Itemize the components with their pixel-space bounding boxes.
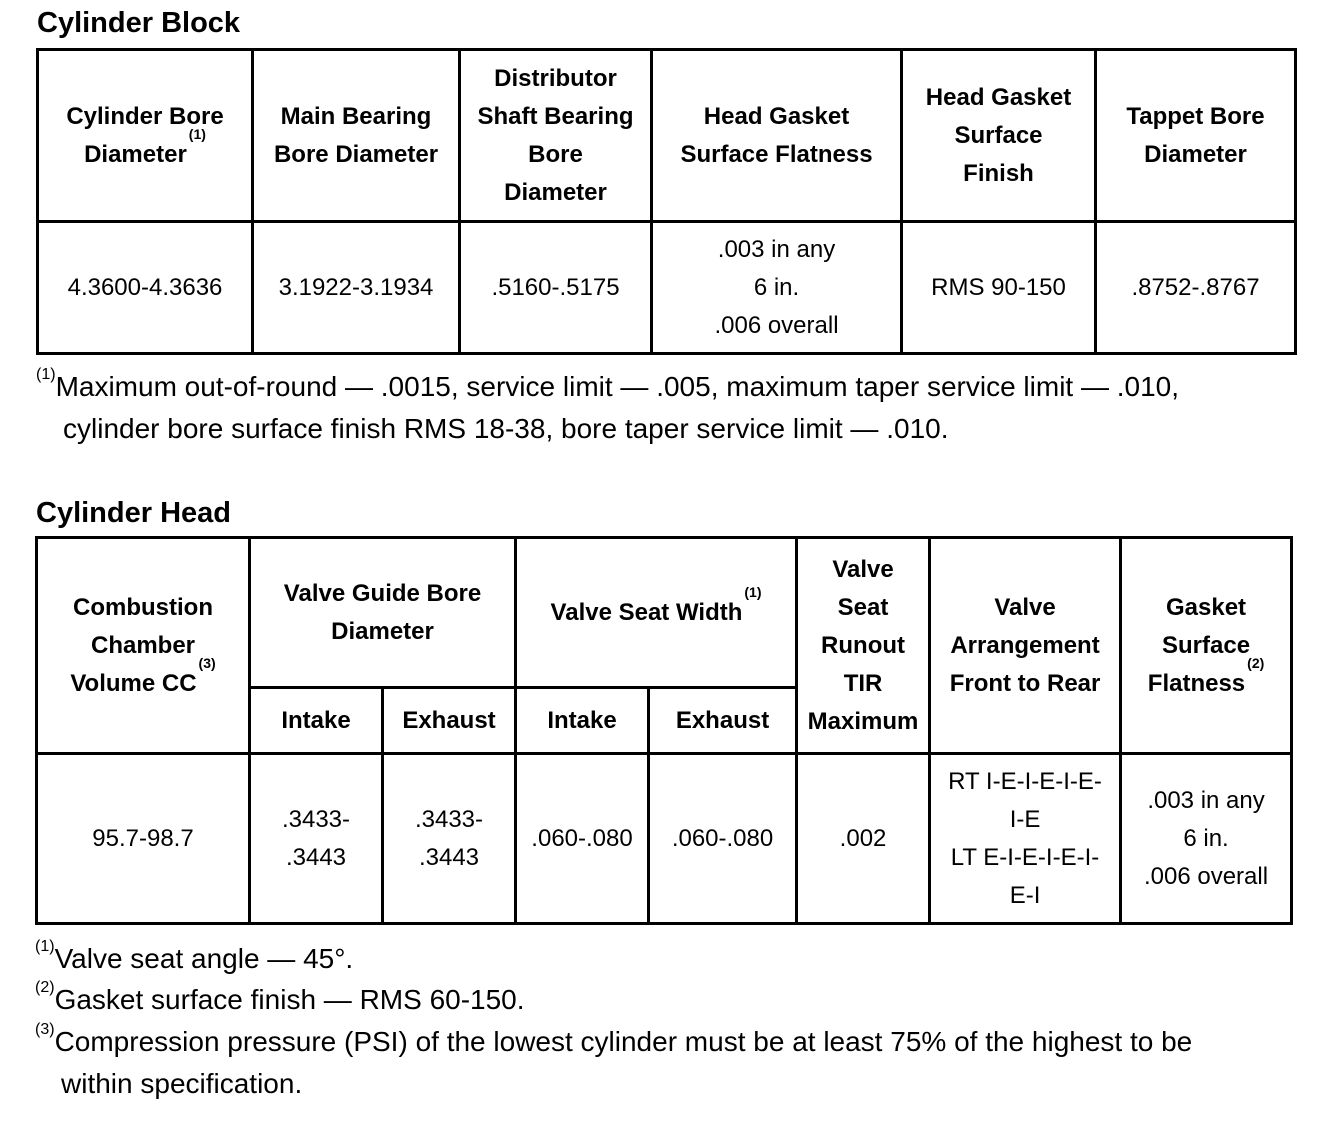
cell-combustion-chamber-volume: 95.7-98.7: [37, 754, 250, 924]
header-distributor-shaft-bearing-bore-diameter: Distributor Shaft Bearing Bore Diameter: [460, 50, 652, 222]
head-footnote-3: $^{(3)}$Compression pressure (PSI) of the lowest cylinder must be at least 75% of the highest to be: [35, 1021, 1193, 1057]
data-row: [37, 754, 1292, 924]
header-valve-guide-bore-diameter: Valve Guide Bore Diameter: [250, 538, 516, 688]
block-footnote-1: $^{(1)}$Maximum out-of-round — .0015, service limit — .005, maximum taper service limit — .010,: [36, 366, 1180, 402]
head-footnote-3-continued: within specification.: [61, 1068, 303, 1099]
cylinder-head-table: [35, 536, 1293, 925]
cell-tappet-bore-diameter: .8752-.8767: [1096, 222, 1296, 354]
header-seat-intake: Intake: [516, 688, 649, 754]
header-seat-exhaust: Exhaust: [649, 688, 797, 754]
header-guide-exhaust: Exhaust: [383, 688, 516, 754]
cylinder-head-title: Cylinder Head: [36, 497, 231, 529]
block-footnote-1-continued: cylinder bore surface finish RMS 18-38, bore taper service limit — .010.: [63, 413, 949, 444]
header-row: [38, 50, 1296, 222]
header-valve-arrangement: Valve Arrangement Front to Rear: [930, 538, 1121, 754]
footnote-ref: (1): [188, 125, 206, 142]
cell-guide-exhaust: .3433- .3443: [383, 754, 516, 924]
cylinder-block-title: Cylinder Block: [37, 7, 241, 39]
cell-cylinder-bore-diameter: 4.3600-4.3636: [38, 222, 253, 354]
header-valve-seat-runout: Valve Seat Runout TIR Maximum: [797, 538, 930, 754]
cell-seat-exhaust: .060-.080: [649, 754, 797, 924]
footnote-ref: (1): [744, 583, 762, 600]
header-head-gasket-surface-finish: Head Gasket Surface Finish: [902, 50, 1096, 222]
cell-distributor-shaft-bore-diameter: .5160-.5175: [460, 222, 652, 354]
header-row-top: [37, 538, 1292, 688]
cylinder-block-table: [36, 48, 1297, 355]
footnote-mark: (1): [36, 366, 56, 383]
header-cylinder-bore-diameter: Cylinder Bore Diameter$^{(1)}$: [38, 50, 253, 222]
footnote-ref: (2): [1247, 654, 1265, 671]
header-combustion-chamber-volume: Combustion Chamber Volume CC$^{(3)}$: [37, 538, 250, 754]
cell-seat-intake: .060-.080: [516, 754, 649, 924]
header-gasket-surface-flatness: Gasket Surface Flatness$^{(2)}$: [1121, 538, 1292, 754]
cell-head-gasket-surface-finish: RMS 90-150: [902, 222, 1096, 354]
header-main-bearing-bore-diameter: Main Bearing Bore Diameter: [253, 50, 460, 222]
cell-main-bearing-bore-diameter: 3.1922-3.1934: [253, 222, 460, 354]
footnote-mark: (2): [35, 979, 55, 996]
head-footnote-1: $^{(1)}$Valve seat angle — 45°.: [35, 938, 354, 974]
header-tappet-bore-diameter: Tappet Bore Diameter: [1096, 50, 1296, 222]
cell-guide-intake: .3433- .3443: [250, 754, 383, 924]
footnote-ref: (3): [198, 654, 216, 671]
header-guide-intake: Intake: [250, 688, 383, 754]
header-valve-seat-width: Valve Seat Width$^{(1)}$: [516, 538, 797, 688]
data-row: [38, 222, 1296, 354]
head-footnote-2: $^{(2)}$Gasket surface finish — RMS 60-150.: [35, 979, 525, 1015]
footnote-mark: (1): [35, 938, 55, 955]
cell-valve-arrangement: RT I-E-I-E-I-E- I-E LT E-I-E-I-E-I- E-I: [930, 754, 1121, 924]
cell-seat-runout: .002: [797, 754, 930, 924]
cell-gasket-surface-flatness: .003 in any 6 in. .006 overall: [1121, 754, 1292, 924]
header-head-gasket-surface-flatness: Head Gasket Surface Flatness: [652, 50, 902, 222]
cell-head-gasket-surface-flatness: .003 in any 6 in. .006 overall: [652, 222, 902, 354]
footnote-mark: (3): [35, 1021, 55, 1038]
